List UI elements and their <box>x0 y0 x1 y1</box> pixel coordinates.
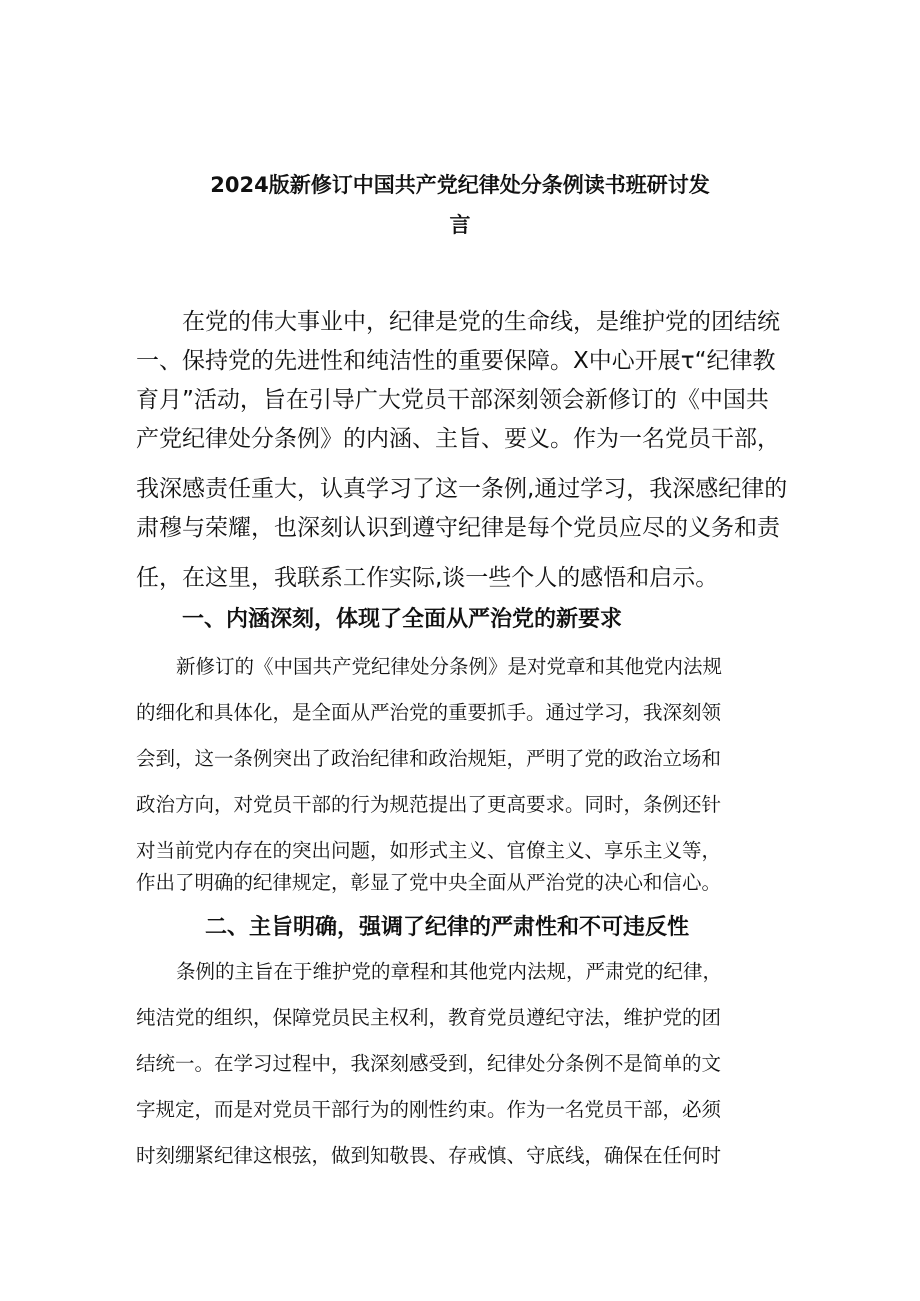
paragraph-line: 一、保持党的先进性和纯洁性的重要保障。X中心开展τ“纪律教 <box>136 348 776 374</box>
paragraph-line: 时刻绷紧纪律这根弦，做到知敬畏、存戒慎、守底线，确保在任何时 <box>136 1144 722 1167</box>
paragraph-line: 产党纪律处分条例》的内涵、主旨、要义。作为一名党员干部， <box>136 426 780 452</box>
paragraph-line: 对当前党内存在的突出问题，如形式主义、官僚主义、享乐主义等， <box>136 839 722 862</box>
paragraph-line: 作出了明确的纪律规定，彰显了党中央全面从严治党的决心和信心。 <box>136 871 722 894</box>
paragraph-line: 政治方向，对党员干部的行为规范提出了更高要求。同时，条例还针 <box>136 793 722 816</box>
paragraph-line: 在党的伟大事业中，纪律是党的生命线，是维护党的团结统 <box>182 309 780 335</box>
paragraph-line: 育月”活动，旨在引导广大党员干部深刻领会新修订的《中国共 <box>136 387 769 413</box>
paragraph-line: 结统一。在学习过程中，我深刻感受到，纪律处分条例不是简单的文 <box>136 1052 722 1075</box>
paragraph-line: 任，在这里，我联系工作实际,谈一些个人的感悟和启示。 <box>136 565 719 591</box>
paragraph-line: 肃穆与荣耀，也深刻认识到遵守纪律是每个党员应尽的义务和责 <box>136 515 780 541</box>
document-title-line-2: 言 <box>449 213 471 237</box>
document-title-line-1: 2024版新修订中国共产党纪律处分条例读书班研讨发 <box>210 173 710 197</box>
paragraph-line: 我深感责任重大，认真学习了这一条例,通过学习，我深感纪律的 <box>136 476 788 502</box>
paragraph-line: 纯洁党的组织，保障党员民主权利，教育党员遵纪守法，维护党的团 <box>136 1006 722 1029</box>
paragraph-line: 条例的主旨在于维护党的章程和其他党内法规，严肃党的纪律， <box>176 960 723 983</box>
paragraph-line: 的细化和具体化，是全面从严治党的重要抓手。通过学习，我深刻领 <box>136 701 722 724</box>
paragraph-line: 新修订的《中国共产党纪律处分条例》是对党章和其他党内法规 <box>176 655 723 678</box>
paragraph-line: 会到，这一条例突出了政治纪律和政治规矩，严明了党的政治立场和 <box>136 747 722 770</box>
section-heading-1: 一、内涵深刻，体现了全面从严治党的新要求 <box>182 607 623 632</box>
paragraph-line: 字规定，而是对党员干部行为的刚性约束。作为一名党员干部，必须 <box>136 1098 722 1121</box>
section-heading-2: 二、主旨明确，强调了纪律的严肃性和不可违反性 <box>205 915 690 940</box>
